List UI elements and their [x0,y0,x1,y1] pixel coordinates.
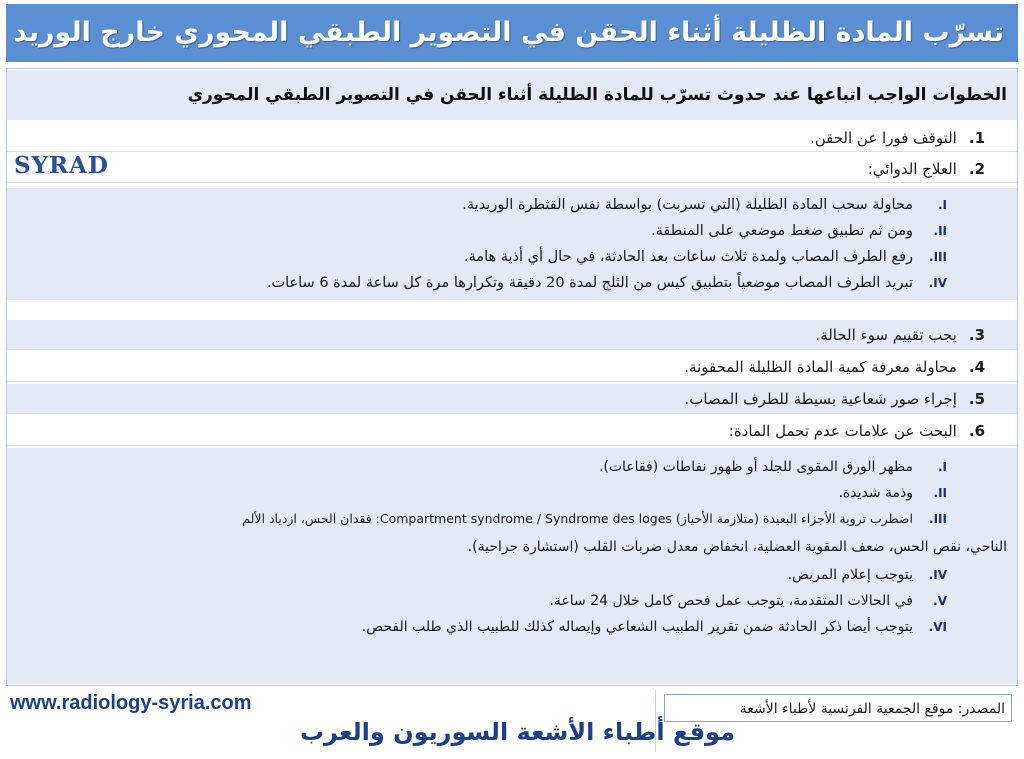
website-link[interactable]: www.radiology-syria.com [10,692,252,714]
text-label: VI. [928,620,947,634]
list-item [7,480,947,506]
text-label: اضطرب تروية الأجزاء البعيدة (متلازمة الأحياز) Compartment syndrome / Syndrome des loges: فقدان الحس، ازدياد الألم [242,511,913,526]
list-item [7,218,947,244]
text-label: 5. [968,390,985,408]
list-item [7,588,947,614]
step-6 [7,416,1017,446]
text-label: الناحي، نقص الحس، ضعف المقوية العضلية، انخفاض معدل ضربات القلب (استشارة جراحية). [467,539,1007,555]
text-label: محاولة سحب المادة الظليلة (التي تسربت) بواسطة نفس القثطرة الوريدية. [462,197,913,213]
syrad-logo: SYRAD [14,152,109,179]
text-label: 1. [968,129,985,147]
list-item [7,192,947,218]
page-title: تسرّب المادة الظليلة أثناء الحقن في التصوير الطبقي المحوري خارج الوريد [6,4,1018,62]
text-label: رفع الطرف المصاب ولمدة ثلاث ساعات بعد الحادثة، في حال أي أذية هامة. [463,249,913,265]
text-label: محاولة معرفة كمية المادة الظليلة المحقونة. [684,358,957,376]
drug-treatment-list [7,188,1017,300]
list-item [7,244,947,270]
list-item [7,562,947,588]
list-item [7,454,947,480]
text-label: II. [933,224,947,238]
text-label: البحث عن علامات عدم تحمل المادة: [728,422,957,440]
text-label: التوقف فورا عن الحقن. [809,129,957,147]
text-label: V. [933,594,947,608]
text-label: II. [933,486,947,500]
text-label: إجراء صور شعاعية بسيطة للطرف المصاب. [684,390,957,408]
section-heading: الخطوات الواجب اتباعها عند حدوث تسرّب للمادة الظليلة أثناء الحقن في التصوير الطبقي المحوري [7,70,1017,120]
text-label: في الحالات المتقدمة، يتوجب عمل فحص كامل خلال 24 ساعة. [549,593,913,609]
text-label: III. [929,512,947,526]
text-label: IV. [928,276,947,290]
site-name: موقع أطباء الأشعة السوريون والعرب [300,718,735,746]
list-item-continuation [7,532,1007,562]
list-item [7,614,947,640]
text-label: 6. [968,422,985,440]
text-label: IV. [928,568,947,582]
step-5 [7,384,1017,414]
text-label: 4. [968,358,985,376]
step-2 [7,155,1017,183]
text-label: I. [937,460,947,474]
text-label: I. [937,198,947,212]
text-label: 3. [968,326,985,344]
text-label: وذمة شديدة. [838,485,913,501]
intolerance-signs-list [7,448,1017,684]
list-item [7,270,947,296]
list-item [7,506,947,532]
text-label: العلاج الدوائي: [867,160,957,178]
text-label: تبريد الطرف المصاب موضعياً بتطبيق كيس من الثلج لمدة 20 دقيقة وتكرارها مرة كل ساعة لمدة 6 ساعات. [266,275,913,291]
source-box: المصدر: موقع الجمعية الفرنسية لأطباء الأشعة [664,694,1012,722]
text-label: مظهر الورق المقوى للجلد أو ظهور نفاطات (فقاعات). [598,459,913,475]
text-label: 2. [968,160,985,178]
step-1 [7,124,1017,152]
text-label: III. [929,250,947,264]
text-label: يتوجب إعلام المريض. [787,567,913,583]
text-label: يتوجب أيضا ذكر الحادثة ضمن تقرير الطبيب الشعاعي وإيصاله كذلك للطبيب الذي طلب الفحص. [361,619,913,635]
step-4 [7,352,1017,382]
step-3 [7,320,1017,350]
text-label: ومن ثم تطبيق ضغط موضعي على المنطقة. [651,223,913,239]
text-label: يجب تقييم سوء الحالة. [815,326,957,344]
